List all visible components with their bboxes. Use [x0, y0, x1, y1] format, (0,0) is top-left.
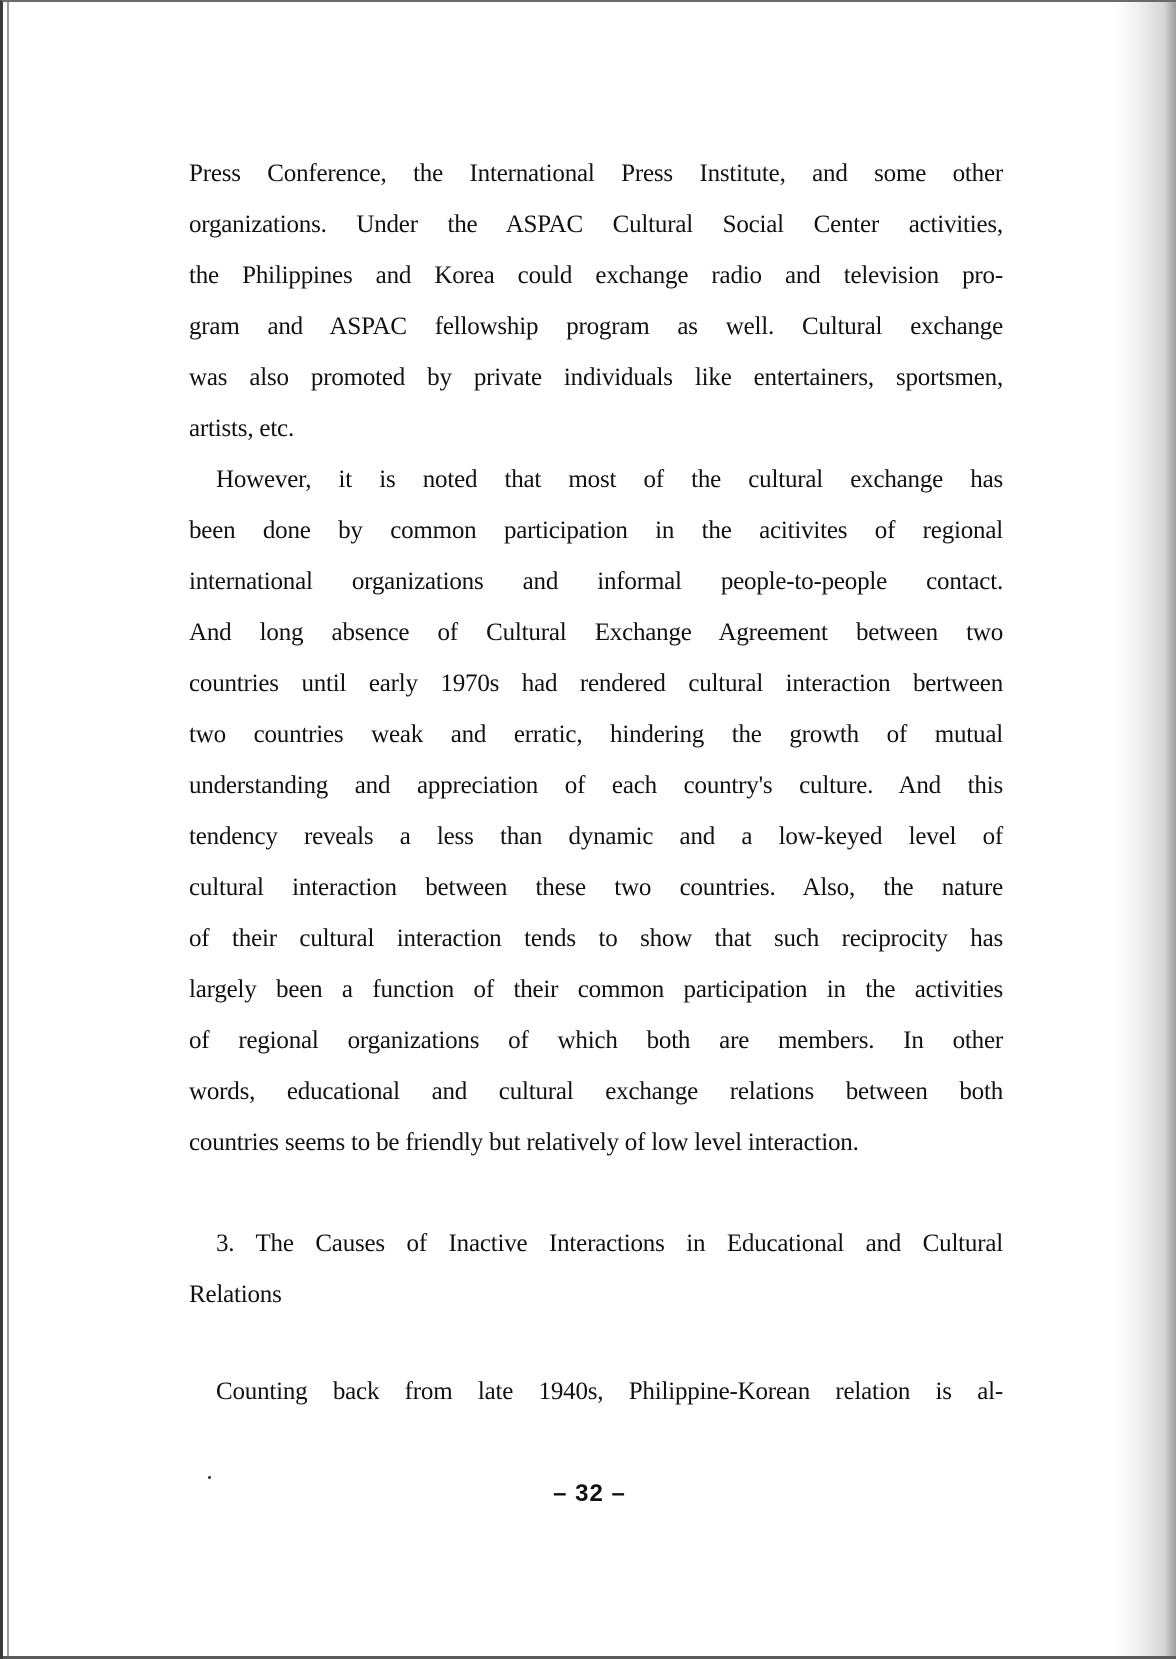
text-line: two countries weak and erratic, hindering the growth of mutual: [189, 721, 1003, 748]
text-line: artists, etc.: [189, 415, 295, 442]
section-spacer: [189, 1320, 1003, 1366]
section-spacer: [189, 1168, 1003, 1218]
text-line: And long absence of Cultural Exchange Agreement between two: [189, 619, 1003, 646]
page-number: – 32 –: [553, 1480, 626, 1507]
text-line: of regional organizations of which both are members. In other: [189, 1027, 1003, 1054]
text-line: countries until early 1970s had rendered cultural interaction bertween: [189, 670, 1003, 697]
paragraph-3: [189, 1366, 1003, 1417]
scan-speck: [208, 1476, 211, 1479]
text-line: Counting back from late 1940s, Philippine-Korean relation is al-: [216, 1378, 1003, 1405]
heading-line: 3. The Causes of Inactive Interactions in Educational and Cultural: [216, 1230, 1003, 1257]
text-line: was also promoted by private individuals like entertainers, sportsmen,: [189, 364, 1003, 391]
text-line: organizations. Under the ASPAC Cultural Social Center activities,: [189, 211, 1003, 238]
text-line: understanding and appreciation of each country's culture. And this: [189, 772, 1003, 799]
text-line: the Philippines and Korea could exchange radio and television pro-: [189, 262, 1003, 289]
text-line: tendency reveals a less than dynamic and a low-keyed level of: [189, 823, 1003, 850]
paragraph-1: [189, 148, 1003, 454]
text-line: of their cultural interaction tends to show that such reciprocity has: [189, 925, 1003, 952]
page-body: [189, 148, 1003, 1417]
text-line: largely been a function of their common participation in the activities: [189, 976, 1003, 1003]
text-line: Press Conference, the International Press Institute, and some other: [189, 160, 1003, 187]
page-edge-shadow: [1116, 2, 1176, 1659]
text-line: However, it is noted that most of the cultural exchange has: [216, 466, 1003, 493]
heading-line: Relations: [189, 1281, 282, 1308]
text-line: cultural interaction between these two countries. Also, the nature: [189, 874, 1003, 901]
paragraph-2: [189, 454, 1003, 1168]
text-line: been done by common participation in the acitivites of regional: [189, 517, 1003, 544]
text-line: international organizations and informal people-to-people contact.: [189, 568, 1003, 595]
text-line: countries seems to be friendly but relatively of low level interaction.: [189, 1129, 859, 1156]
text-line: words, educational and cultural exchange relations between both: [189, 1078, 1003, 1105]
section-heading: [189, 1218, 1003, 1320]
text-line: gram and ASPAC fellowship program as well. Cultural exchange: [189, 313, 1003, 340]
